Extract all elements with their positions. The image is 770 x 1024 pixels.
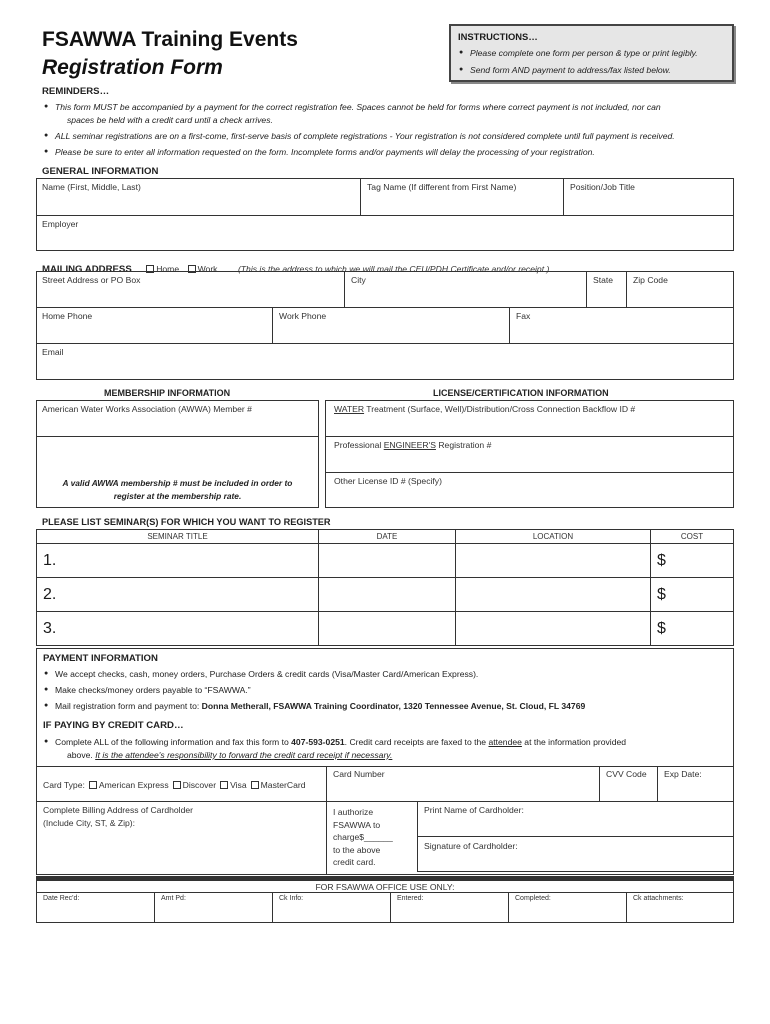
fax-label: Fax (516, 311, 531, 321)
exp-date-label: Exp Date: (664, 769, 702, 779)
cc-responsibility: It is the attendee's responsibility to forward the credit card receipt if necessary. (95, 750, 393, 760)
payment-item (55, 701, 585, 711)
seminar-date-cell[interactable] (318, 543, 456, 578)
office-cell-label: Ck attachments: (633, 895, 684, 902)
awwa-member-label: American Water Works Association (AWWA) Member # (42, 404, 252, 414)
office-completed (508, 892, 627, 923)
attendee-word: attendee (488, 737, 522, 747)
authorization-line: to the above (333, 844, 381, 855)
position-label: Position/Job Title (570, 182, 635, 192)
billing-label-continued: (Include City, ST, & Zip): (43, 818, 136, 828)
state-field[interactable] (586, 271, 627, 308)
city-label: City (351, 275, 366, 285)
office-entered (390, 892, 509, 923)
home-label: Home (156, 264, 180, 274)
card-number-label: Card Number (333, 769, 385, 779)
mastercard-checkbox[interactable] (251, 781, 259, 789)
authorization-line: I authorize (333, 807, 374, 817)
authorization-line: charge$______ (333, 832, 393, 843)
credit-card-title: IF PAYING BY CREDIT CARD… (43, 720, 184, 731)
engineer-registration-field[interactable] (325, 436, 734, 473)
seminars-title: PLEASE LIST SEMINAR(S) FOR WHICH YOU WANT TO REGISTER (42, 517, 331, 527)
seminar-location-cell[interactable] (455, 577, 651, 612)
seminar-date-cell[interactable] (318, 577, 456, 612)
work-phone-field[interactable] (272, 307, 510, 344)
mastercard-label: MasterCard (260, 780, 306, 790)
currency-symbol: $ (657, 620, 666, 637)
license-title: LICENSE/CERTIFICATION INFORMATION (433, 388, 609, 398)
position-field[interactable] (563, 178, 734, 216)
membership-title: MEMBERSHIP INFORMATION (104, 388, 231, 398)
instructions-item: ● Please complete one form per person & type or print legibly. (470, 48, 698, 58)
card-type-label: Card Type: (43, 780, 85, 790)
mail-to-prefix: Mail registration form and payment to: (55, 701, 202, 711)
employer-label: Employer (42, 219, 79, 229)
mail-to-address: Donna Metherall, FSAWWA Training Coordinator, 1320 Tennessee Avenue, St. Cloud, FL 34769 (201, 701, 586, 711)
office-cell-label: Ck Info: (279, 895, 304, 902)
reminders-title: REMINDERS… (42, 86, 110, 97)
other-license-label: Other License ID # (Specify) (334, 476, 442, 486)
water-license-label (334, 404, 635, 414)
street-field[interactable] (36, 271, 345, 308)
other-license-field[interactable] (325, 472, 734, 508)
office-check-info (272, 892, 391, 923)
office-amount-paid (154, 892, 273, 923)
water-word: WATER (334, 404, 365, 414)
signature-field[interactable] (417, 836, 734, 872)
home-phone-label: Home Phone (42, 311, 93, 321)
billing-address-field[interactable] (36, 801, 327, 875)
discover-label: Discover (182, 780, 217, 790)
card-number-field[interactable] (326, 766, 600, 802)
exp-date-field[interactable] (657, 766, 734, 802)
seminar-title-cell[interactable] (36, 611, 319, 646)
cc-suffix: at the information provided (521, 737, 627, 747)
fax-field[interactable] (509, 307, 734, 344)
office-cell-label: Amt Pd: (161, 895, 186, 902)
zip-field[interactable] (626, 271, 734, 308)
row-number: 2. (43, 586, 57, 603)
home-phone-field[interactable] (36, 307, 273, 344)
visa-checkbox[interactable] (220, 781, 228, 789)
office-cell-label: Date Rec'd: (43, 895, 80, 902)
authorization-block (333, 806, 393, 869)
authorization-line: FSAWWA to (333, 819, 381, 830)
office-use-title: FOR FSAWWA OFFICE USE ONLY: (315, 882, 455, 892)
payment-item: ● Make checks/money orders payable to “FSAWWA.” (55, 685, 251, 695)
seminar-title-cell[interactable] (36, 577, 319, 612)
awwa-note-box (36, 436, 319, 508)
seminar-cost-cell[interactable] (650, 577, 734, 612)
office-cell-label: Completed: (515, 895, 551, 902)
cvv-label: CVV Code (606, 769, 647, 779)
reminder-item: ● This form MUST be accompanied by a payment for the correct registration fee. Spaces cannot be held for forms where correct payment is not included, nor can (55, 102, 661, 112)
seminar-header-title (36, 529, 319, 544)
currency-symbol: $ (657, 586, 666, 603)
general-info-title: GENERAL INFORMATION (42, 166, 159, 177)
page-title: FSAWWA Training Events (42, 28, 298, 51)
cc-middle: . Credit card receipts are faxed to the (344, 737, 489, 747)
billing-label: Complete Billing Address of Cardholder (43, 805, 193, 815)
card-type-options (43, 780, 306, 790)
engineer-registration-label (334, 440, 491, 450)
street-label: Street Address or PO Box (42, 275, 141, 285)
payment-title: PAYMENT INFORMATION (43, 653, 158, 664)
office-cell-label: Entered: (397, 895, 424, 902)
page-subtitle: Registration Form (42, 56, 223, 79)
seminar-location-cell[interactable] (455, 611, 651, 646)
instructions-box (449, 24, 734, 82)
row-number: 1. (43, 552, 57, 569)
tag-name-label: Tag Name (If different from First Name) (367, 182, 517, 192)
instructions-item: ● Send form AND payment to address/fax listed below. (470, 65, 671, 75)
seminar-cost-cell[interactable] (650, 611, 734, 646)
work-label: Work (197, 264, 218, 274)
water-rest: Treatment (Surface, Well)/Distribution/Cross Connection Backflow ID # (364, 404, 636, 414)
zip-label: Zip Code (633, 275, 668, 285)
fax-number: 407-593-0251 (291, 737, 345, 747)
seminar-header-date (318, 529, 456, 544)
print-name-label: Print Name of Cardholder: (424, 805, 524, 815)
card-type-field[interactable] (36, 766, 327, 802)
office-date-received (36, 892, 155, 923)
awwa-note-continued: register at the membership rate. (113, 491, 242, 501)
tag-name-field[interactable] (360, 178, 564, 216)
mailing-title: MAILING ADDRESS (42, 264, 132, 275)
cc-line2-prefix: above. (67, 750, 96, 760)
payment-item: ● We accept checks, cash, money orders, Purchase Orders & credit cards (Visa/Master Card/American Express). (55, 669, 478, 679)
signature-label: Signature of Cardholder: (424, 841, 518, 851)
name-field[interactable] (36, 178, 361, 216)
employer-field[interactable] (36, 215, 734, 251)
seminar-header-cost (650, 529, 734, 544)
cvv-field[interactable] (599, 766, 658, 802)
mailing-note: (This is the address to which we will mail the CEU/PDH Certificate and/or receipt.) (237, 264, 550, 274)
seminar-title-cell[interactable] (36, 543, 319, 578)
seminar-header-location (455, 529, 651, 544)
instructions-title: INSTRUCTIONS… (458, 31, 538, 42)
engineer-prefix: Professional (334, 440, 384, 450)
cc-prefix: Complete ALL of the following information and fax this form to (55, 737, 292, 747)
currency-symbol: $ (657, 552, 666, 569)
credit-card-instruction-continued (67, 750, 392, 760)
water-license-field[interactable] (325, 400, 734, 437)
name-label: Name (First, Middle, Last) (42, 182, 141, 192)
header-label: COST (680, 532, 704, 541)
print-name-field[interactable] (417, 801, 734, 837)
credit-card-instruction (55, 737, 626, 747)
email-label: Email (42, 347, 64, 357)
header-label: DATE (376, 532, 398, 541)
header-label: SEMINAR TITLE (147, 532, 208, 541)
email-field[interactable] (36, 343, 734, 380)
amex-checkbox[interactable] (89, 781, 97, 789)
amex-label: American Express (98, 780, 169, 790)
reminder-item: ● Please be sure to enter all information requested on the form. Incomplete forms and/or payments will delay the processing of your registration. (55, 147, 595, 157)
reminder-item-continued: spaces be held with a credit card until a check arrives. (67, 115, 273, 125)
work-phone-label: Work Phone (279, 311, 327, 321)
seminar-cost-cell[interactable] (650, 543, 734, 578)
row-number: 3. (43, 620, 57, 637)
authorization-line: credit card. (333, 857, 376, 868)
seminar-date-cell[interactable] (318, 611, 456, 646)
engineer-suffix: Registration # (435, 440, 492, 450)
awwa-note: A valid AWWA membership # must be included in order to (62, 478, 293, 488)
seminar-location-cell[interactable] (455, 543, 651, 578)
header-label: LOCATION (532, 532, 574, 541)
engineer-word: ENGINEER'S (383, 440, 436, 450)
reminder-item: ● ALL seminar registrations are on a first-come, first-serve basis of complete registrations - Your registration is not considered complete until full payment is received. (55, 131, 675, 141)
discover-checkbox[interactable] (173, 781, 181, 789)
office-check-attachments (626, 892, 734, 923)
awwa-member-field[interactable] (36, 400, 319, 437)
visa-label: Visa (230, 780, 247, 790)
city-field[interactable] (344, 271, 587, 308)
state-label: State (593, 275, 614, 285)
